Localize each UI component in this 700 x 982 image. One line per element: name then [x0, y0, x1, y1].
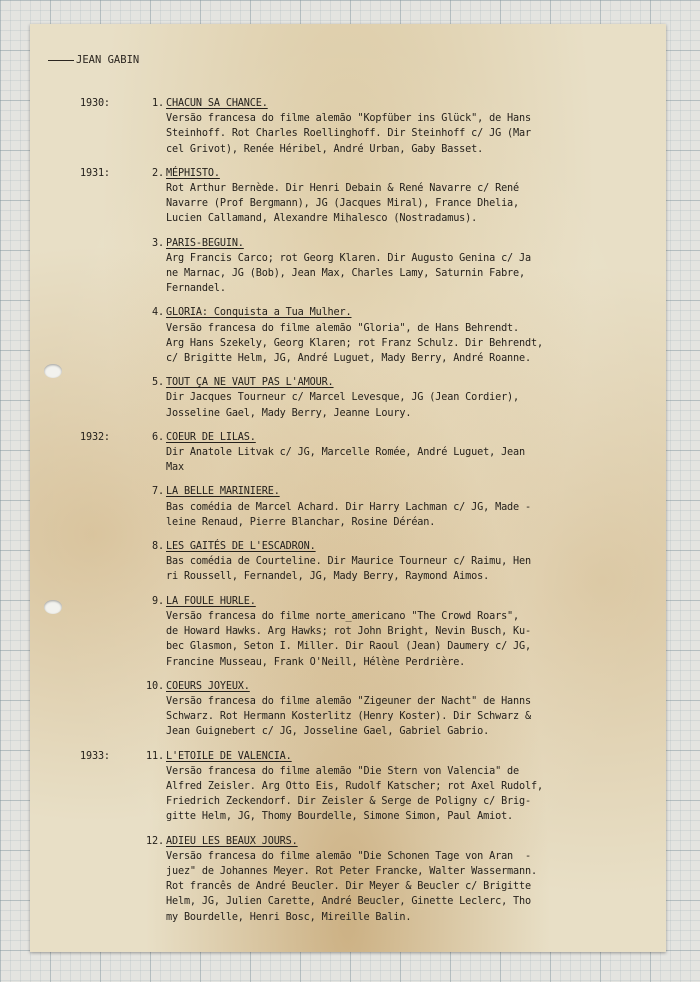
page-header — [48, 54, 139, 66]
entry-number: 7. — [152, 486, 164, 498]
film-entry — [30, 484, 666, 530]
entry-text-line: Steinhoff. Rot Charles Roellinghoff. Dir Steinhoff c/ JG (Mar — [166, 128, 531, 140]
film-entry — [30, 749, 666, 825]
entry-number: 1. — [152, 98, 164, 109]
entry-text-line: Josseline Gael, Mady Berry, Jeanne Loury. — [166, 407, 412, 419]
entry-number: 12. — [146, 835, 164, 847]
typewritten-page — [30, 24, 666, 952]
film-entry — [30, 375, 666, 421]
film-entry — [30, 166, 666, 227]
entry-text-line: Versão francesa do filme norte_americano "The Crowd Roars", — [166, 610, 520, 622]
entry-text-line: Arg Hans Szekely, Georg Klaren; rot Franz Schulz. Dir Behrendt, — [166, 337, 543, 349]
entry-body — [166, 679, 656, 740]
entry-text-line: Versão francesa do filme alemão "Zigeuner der Nacht" de Hanns — [166, 695, 531, 707]
entry-text-line: Versão francesa do filme alemão "Gloria", de Hans Behrendt. — [166, 322, 520, 334]
entry-number: 5. — [152, 377, 164, 389]
entry-text-line: c/ Brigitte Helm, JG, André Luguet, Mady Berry, André Roanne. — [166, 353, 531, 365]
entry-text-line: Dir Jacques Tourneur c/ Marcel Levesque, JG (Jean Cordier), — [166, 392, 520, 404]
entry-text-line: Bas comédia de Courteline. Dir Maurice Tourneur c/ Raimu, Hen — [166, 556, 531, 568]
entry-year: 1933: — [80, 750, 110, 762]
entry-text-line: Francine Musseau, Frank O'Neill, Hélène Perdrière. — [166, 656, 466, 668]
entry-body — [166, 484, 656, 530]
entry-text-line: Arg Francis Carco; rot Georg Klaren. Dir Augusto Genina c/ Ja — [166, 252, 531, 264]
entry-number: 6. — [152, 431, 164, 443]
entry-text-line: Versão francesa do filme alemão "Die Stern von Valencia" de — [166, 765, 520, 777]
film-title: CHACUN SA CHANCE. — [166, 98, 268, 109]
entry-body — [166, 834, 656, 925]
entry-text-line: Bas comédia de Marcel Achard. Dir Harry Lachman c/ JG, Made - — [166, 501, 531, 513]
entry-number: 8. — [152, 541, 164, 553]
film-title: MÉPHISTO. — [166, 167, 220, 179]
entry-text-line: Friedrich Zeckendorf. Dir Zeisler & Serge de Poligny c/ Brig- — [166, 796, 531, 808]
entry-text-line: Fernandel. — [166, 283, 226, 295]
entry-text-line: gitte Helm, JG, Thomy Bourdelle, Simone Simon, Paul Amiot. — [166, 811, 514, 823]
film-title: ADIEU LES BEAUX JOURS. — [166, 835, 298, 847]
film-entry — [30, 594, 666, 670]
entry-text-line: Helm, JG, Julien Carette, André Beucler, Ginette Leclerc, Tho — [166, 896, 531, 908]
entry-text-line: Schwarz. Rot Hermann Kosterlitz (Henry Koster). Dir Schwarz & — [166, 711, 531, 723]
entry-text-line: Jean Guignebert c/ JG, Josseline Gael, Gabriel Gabrio. — [166, 726, 490, 738]
entry-body — [166, 236, 656, 297]
entry-text-line: Versão francesa do filme alemão "Kopfüber ins Glück", de Hans — [166, 113, 531, 125]
film-title: COEURS JOYEUX. — [166, 680, 250, 692]
entry-body — [166, 96, 656, 157]
entry-body — [166, 430, 656, 476]
film-entry — [30, 430, 666, 476]
entry-text-line: Rot francês de André Beucler. Dir Meyer & Beucler c/ Brigitte — [166, 881, 531, 893]
entry-text-line: Dir Anatole Litvak c/ JG, Marcelle Romée, André Luguet, Jean — [166, 447, 526, 459]
film-entry — [30, 834, 666, 925]
film-title: PARIS-BEGUIN. — [166, 237, 244, 249]
entry-text-line: de Howard Hawks. Arg Hawks; rot John Bright, Nevin Busch, Ku- — [166, 626, 531, 638]
entry-text-line: bec Glasmon, Seton I. Miller. Dir Raoul (Jean) Daumery c/ JG, — [166, 641, 531, 653]
entry-text-line: Lucien Callamand, Alexandre Mihalesco (Nostradamus). — [166, 213, 478, 225]
entry-year: 1931: — [80, 167, 110, 179]
entry-body — [166, 539, 656, 585]
entry-body — [166, 749, 656, 825]
film-title: LA BELLE MARINIERE. — [166, 486, 280, 498]
entry-number: 2. — [152, 167, 164, 179]
entry-text-line: Alfred Zeisler. Arg Otto Eis, Rudolf Katscher; rot Axel Rudolf, — [166, 780, 543, 792]
film-entry — [30, 539, 666, 585]
filmography-list — [30, 96, 666, 934]
entry-number: 10. — [146, 680, 164, 692]
header-title: JEAN GABIN — [76, 54, 140, 66]
entry-text-line: Rot Arthur Bernède. Dir Henri Debain & René Navarre c/ René — [166, 183, 520, 195]
entry-body — [166, 594, 656, 670]
entry-text-line: my Bourdelle, Henri Bosc, Mireille Balin. — [166, 911, 412, 923]
entry-text-line: juez" de Johannes Meyer. Rot Peter Francke, Walter Wassermann. — [166, 865, 537, 877]
entry-text-line: Max — [166, 462, 184, 474]
entry-text-line: Versão francesa do filme alemão "Die Schonen Tage von Aran - — [166, 850, 531, 862]
entry-number: 9. — [152, 595, 164, 607]
film-entry — [30, 679, 666, 740]
entry-year: 1930: — [80, 98, 110, 109]
entry-body — [166, 166, 656, 227]
film-title: L'ETOILE DE VALENCIA. — [166, 750, 292, 762]
entry-number: 4. — [152, 307, 164, 319]
entry-text-line: cel Grivot), Renée Héribel, André Urban, Gaby Basset. — [166, 143, 484, 155]
film-entry — [30, 305, 666, 366]
film-title: TOUT ÇA NE VAUT PAS L'AMOUR. — [166, 377, 334, 389]
entry-year: 1932: — [80, 431, 110, 443]
entry-number: 11. — [146, 750, 164, 762]
entry-body — [166, 305, 656, 366]
film-entry — [30, 96, 666, 157]
film-title: COEUR DE LILAS. — [166, 431, 256, 443]
entry-text-line: Navarre (Prof Bergmann), JG (Jacques Miral), France Dhelia, — [166, 198, 520, 210]
film-title: LA FOULE HURLE. — [166, 595, 256, 607]
entry-body — [166, 375, 656, 421]
film-title: GLORIA: Conquista a Tua Mulher. — [166, 307, 352, 319]
entry-text-line: leine Renaud, Pierre Blanchar, Rosine Déréan. — [166, 516, 436, 528]
entry-number: 3. — [152, 237, 164, 249]
entry-text-line: ri Roussell, Fernandel, JG, Mady Berry, Raymond Aimos. — [166, 571, 490, 583]
header-dash — [48, 60, 74, 61]
entry-text-line: ne Marnac, JG (Bob), Jean Max, Charles Lamy, Saturnin Fabre, — [166, 268, 526, 280]
film-title: LES GAITÉS DE L'ESCADRON. — [166, 541, 316, 553]
film-entry — [30, 236, 666, 297]
